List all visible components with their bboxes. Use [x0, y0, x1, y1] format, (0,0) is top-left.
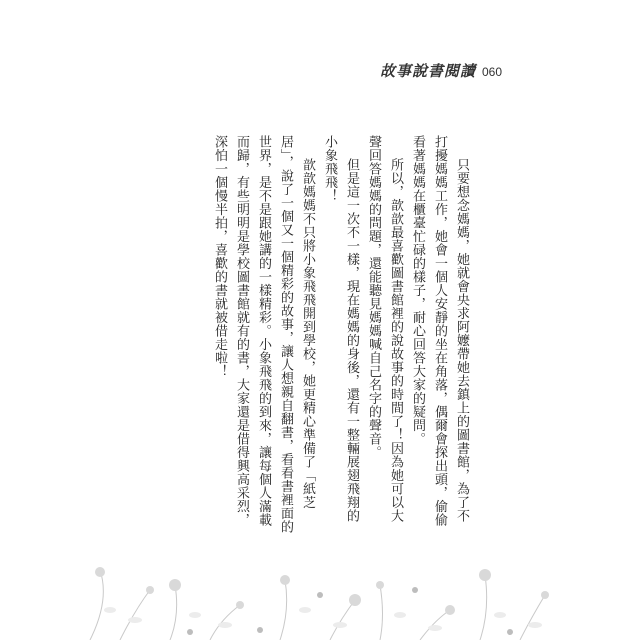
book-title: 故事說書閱讀	[379, 62, 476, 80]
paragraph: 但是這一次不一樣，現在媽媽的身後，還有一整輛展翅飛翔的小象飛飛！	[322, 135, 359, 523]
body-text	[152, 135, 472, 535]
paragraph: 所以，歆歆最喜歡圖書館裡的說故事的時間了！因為她可以大聲回答媽媽的問題，還能聽見媽媽喊自己名字的聲音。	[366, 135, 403, 523]
page-number: 060	[481, 65, 502, 79]
paragraph: 歆歆媽媽不只將小象飛飛開到學校，她更精心準備了「紙芝居」，說了一個又一個精彩的故事，讓人想親自翻書，看看書裡面的世界，是不是跟她講的一樣精彩。小象飛飛的到來，讓每個人滿載而歸，有些明明是學校圖書館就有的書，大家還是借得興高采烈，深怕一個慢半拍，喜歡的書就被借走啦！	[212, 135, 315, 534]
running-header	[380, 60, 502, 81]
floral-border-illustration	[80, 560, 560, 640]
floral-border	[80, 560, 560, 640]
paragraph: 只要想念媽媽，她就會央求阿嬤帶她去鎮上的圖書館，為了不打擾媽媽工作，她會一個人安靜的坐在角落，偶爾會探出頭，偷偷看著媽媽在櫃臺忙碌的樣子，耐心回答大家的疑問。	[410, 135, 469, 527]
